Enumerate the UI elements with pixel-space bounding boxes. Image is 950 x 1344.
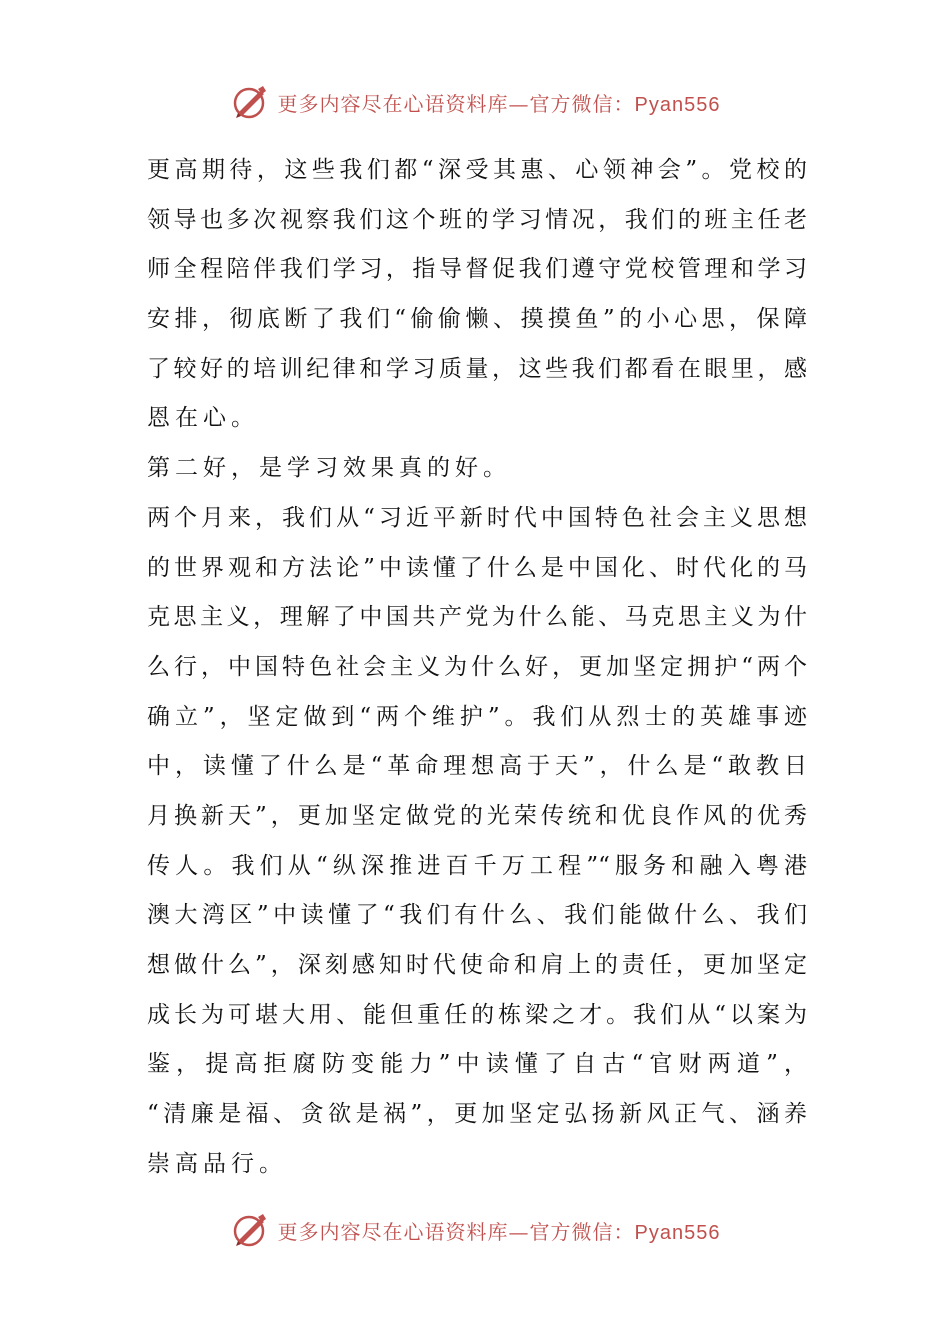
paragraph — [147, 494, 807, 1190]
text-line: 传人。我们从“纵深推进百千万工程”“服务和融入粤港 — [147, 852, 807, 879]
pen-in-circle-icon — [230, 1210, 270, 1250]
banner-main-text: 更多内容尽在心语资料库—官方微信： — [277, 1219, 635, 1244]
text-line: 么行，中国特色社会主义为什么好，更加坚定拥护“两个 — [147, 653, 807, 680]
banner-text — [278, 88, 721, 117]
pen-in-circle-icon — [230, 82, 270, 122]
banner-text — [278, 1216, 721, 1245]
text-line: “清廉是福、贪欲是祸”，更加坚定弘扬新风正气、涵养 — [147, 1101, 807, 1128]
text-line: 两个月来，我们从“习近平新时代中国特色社会主义思想 — [147, 504, 807, 531]
text-line: 第二好，是学习效果真的好。 — [147, 455, 511, 482]
text-line: 了较好的培训纪律和学习质量，这些我们都看在眼里，感 — [147, 355, 807, 382]
wechat-id: Pyan556 — [634, 93, 721, 116]
text-line: 安排，彻底断了我们“偷偷懒、摸摸鱼”的小心思，保障 — [147, 306, 807, 333]
text-line: 月换新天”，更加坚定做党的光荣传统和优良作风的优秀 — [147, 802, 807, 829]
text-line: 澳大湾区”中读懂了“我们有什么、我们能做什么、我们 — [147, 902, 807, 929]
text-line: 领导也多次视察我们这个班的学习情况，我们的班主任老 — [147, 206, 807, 233]
text-line: 克思主义，理解了中国共产党为什么能、马克思主义为什 — [147, 604, 807, 631]
text-line: 成长为可堪大用、能但重任的栋梁之才。我们从“以案为 — [147, 1001, 807, 1028]
header-watermark-banner — [0, 80, 950, 124]
document-body — [147, 146, 807, 1189]
text-line: 想做什么”，深刻感知时代使命和肩上的责任，更加坚定 — [147, 952, 807, 978]
wechat-id: Pyan556 — [634, 1221, 721, 1244]
paragraph — [147, 146, 807, 444]
footer-watermark-banner — [0, 1208, 950, 1252]
banner-main-text: 更多内容尽在心语资料库—官方微信： — [277, 91, 635, 116]
text-line: 的世界观和方法论”中读懂了什么是中国化、时代化的马 — [147, 554, 807, 581]
paragraph — [147, 444, 807, 494]
text-line: 中，读懂了什么是“革命理想高于天”，什么是“敢教日 — [147, 753, 807, 780]
text-line: 更高期待，这些我们都“深受其惠、心领神会”。党校的 — [147, 157, 807, 183]
text-line: 鉴，提高拒腐防变能力”中读懂了自古“官财两道”， — [147, 1051, 807, 1078]
text-line: 恩在心。 — [147, 405, 259, 432]
text-line: 师全程陪伴我们学习，指导督促我们遵守党校管理和学习 — [147, 256, 807, 283]
text-line: 崇高品行。 — [147, 1150, 287, 1177]
text-line: 确立”，坚定做到“两个维护”。我们从烈士的英雄事迹 — [147, 703, 807, 730]
